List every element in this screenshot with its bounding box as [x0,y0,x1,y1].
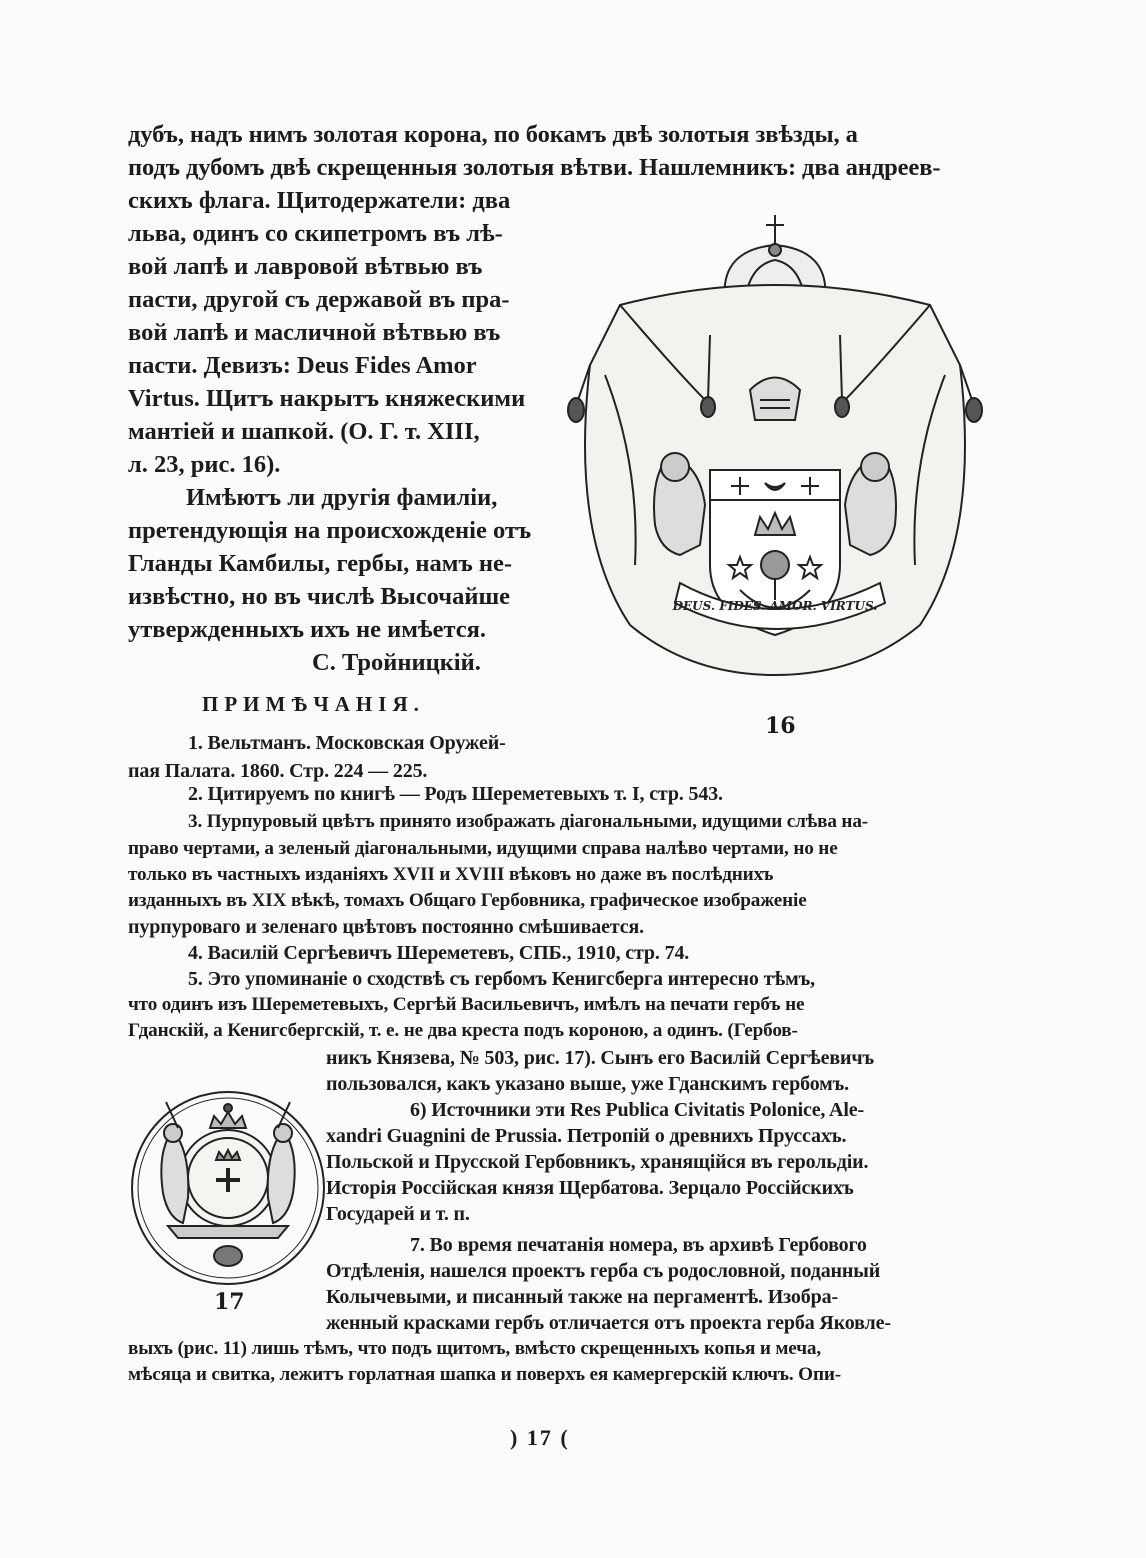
note-line: право чертами, а зеленый діагональными, идущими справа налѣво чертами, но не [128,838,838,859]
note-line: изданныхъ въ XIX вѣкѣ, томахъ Общаго Гербовника, графическое изображеніе [128,890,807,911]
body-line-1: дубъ, надъ нимъ золотая корона, по бокамъ двѣ золотыя звѣзды, а [128,121,858,148]
column-line: вой лапѣ и масличной вѣтвью въ [128,319,501,346]
note-line: 3. Пурпуровый цвѣтъ принято изображать діагональными, идущими слѣва на- [188,811,869,832]
note-line: Польской и Прусской Гербовникъ, хранящійся въ герольдіи. [326,1151,869,1173]
note-line: женный красками гербъ отличается отъ проекта герба Яковле- [326,1312,891,1334]
page-number: ) 17 ( [510,1425,570,1450]
column-line: Virtus. Щитъ накрытъ княжескими [128,385,526,412]
motto-ribbon-text: DEUS. FIDES. AMOR. VIRTUS. [672,599,878,613]
note-line: пользовался, какъ указано выше, уже Гданскимъ гербомъ. [326,1073,850,1095]
column-line: претендующія на происхожденіе отъ [128,517,532,544]
note-line: 6) Источники эти Res Publica Civitatis Polonice, Ale- [410,1099,864,1121]
coat-of-arms-figure-16 [560,205,990,685]
note-line: xandri Guagnini de Prussia. Петропій о древнихъ Пруссахъ. [326,1125,847,1147]
column-line: пасти, другой съ державой въ пра- [128,286,510,313]
note-line: только въ частныхъ изданіяхъ XVII и XVIII вѣковъ но даже въ послѣднихъ [128,864,774,885]
column-line: мантіей и шапкой. (О. Г. т. XIII, [128,418,480,445]
column-line: пасти. Девизъ: Deus Fides Amor [128,352,477,379]
note-line: Колычевыми, и писанный также на пергаментѣ. Изобра- [326,1286,838,1308]
column-line: Имѣютъ ли другія фамиліи, [186,484,498,511]
note-line: что одинъ изъ Шереметевыхъ, Сергѣй Васильевичъ, имѣлъ на печати гербъ не [128,994,805,1015]
figure-16-caption: 16 [765,713,796,739]
note-line: 1. Вельтманъ. Московская Оружей- [188,732,506,754]
note-line: 7. Во время печатанія номера, въ архивѣ Гербового [410,1234,867,1256]
note-line: Отдѣленія, нашелся проектъ герба съ родословной, поданный [326,1260,881,1282]
column-line: утвержденныхъ ихъ не имѣется. [128,616,487,643]
signature: С. Тройницкій. [312,649,481,676]
body-line-2: подъ дубомъ двѣ скрещенныя золотыя вѣтви. Нашлемникъ: два андреев- [128,154,941,181]
column-line: вой лапѣ и лавровой вѣтвью въ [128,253,483,280]
column-line: Гланды Камбилы, гербы, намъ не- [128,550,512,577]
figure-17-caption: 17 [214,1289,245,1315]
note-line: Исторія Россійская князя Щербатова. Зерцало Россійскихъ [326,1177,854,1199]
column-line: льва, одинъ со скипетромъ въ лѣ- [128,220,503,247]
note-line: 5. Это упоминаніе о сходствѣ съ гербомъ Кенигсберга интересно тѣмъ, [188,968,815,990]
note-line: никъ Князева, № 503, рис. 17). Сынъ его Василій Сергѣевичъ [326,1047,875,1069]
note-line: 2. Цитируемъ по книгѣ — Родъ Шереметевыхъ т. I, стр. 543. [188,783,723,805]
seal-figure-17 [128,1088,328,1288]
column-line: извѣстно, но въ числѣ Высочайше [128,583,511,610]
note-line: мѣсяца и свитка, лежитъ горлатная шапка и поверхъ ея камергерскій ключъ. Опи- [128,1364,841,1385]
notes-heading: ПРИМѢЧАНІЯ. [202,692,425,716]
note-line: пая Палата. 1860. Стр. 224 — 225. [128,760,428,782]
column-line: л. 23, рис. 16). [128,451,281,478]
note-line: Гданскій, а Кенигсбергскій, т. е. не два креста подъ короною, а одинъ. (Гербов- [128,1020,798,1041]
note-line: 4. Василій Сергѣевичъ Шереметевъ, СПБ., 1910, стр. 74. [188,942,690,964]
note-line: Государей и т. п. [326,1203,470,1225]
note-line: пурпуроваго и зеленаго цвѣтовъ постоянно смѣшивается. [128,916,645,938]
note-line: выхъ (рис. 11) лишь тѣмъ, что подъ щитомъ, вмѣсто скрещенныхъ копья и меча, [128,1338,821,1359]
column-line: скихъ флага. Щитодержатели: два [128,187,511,214]
